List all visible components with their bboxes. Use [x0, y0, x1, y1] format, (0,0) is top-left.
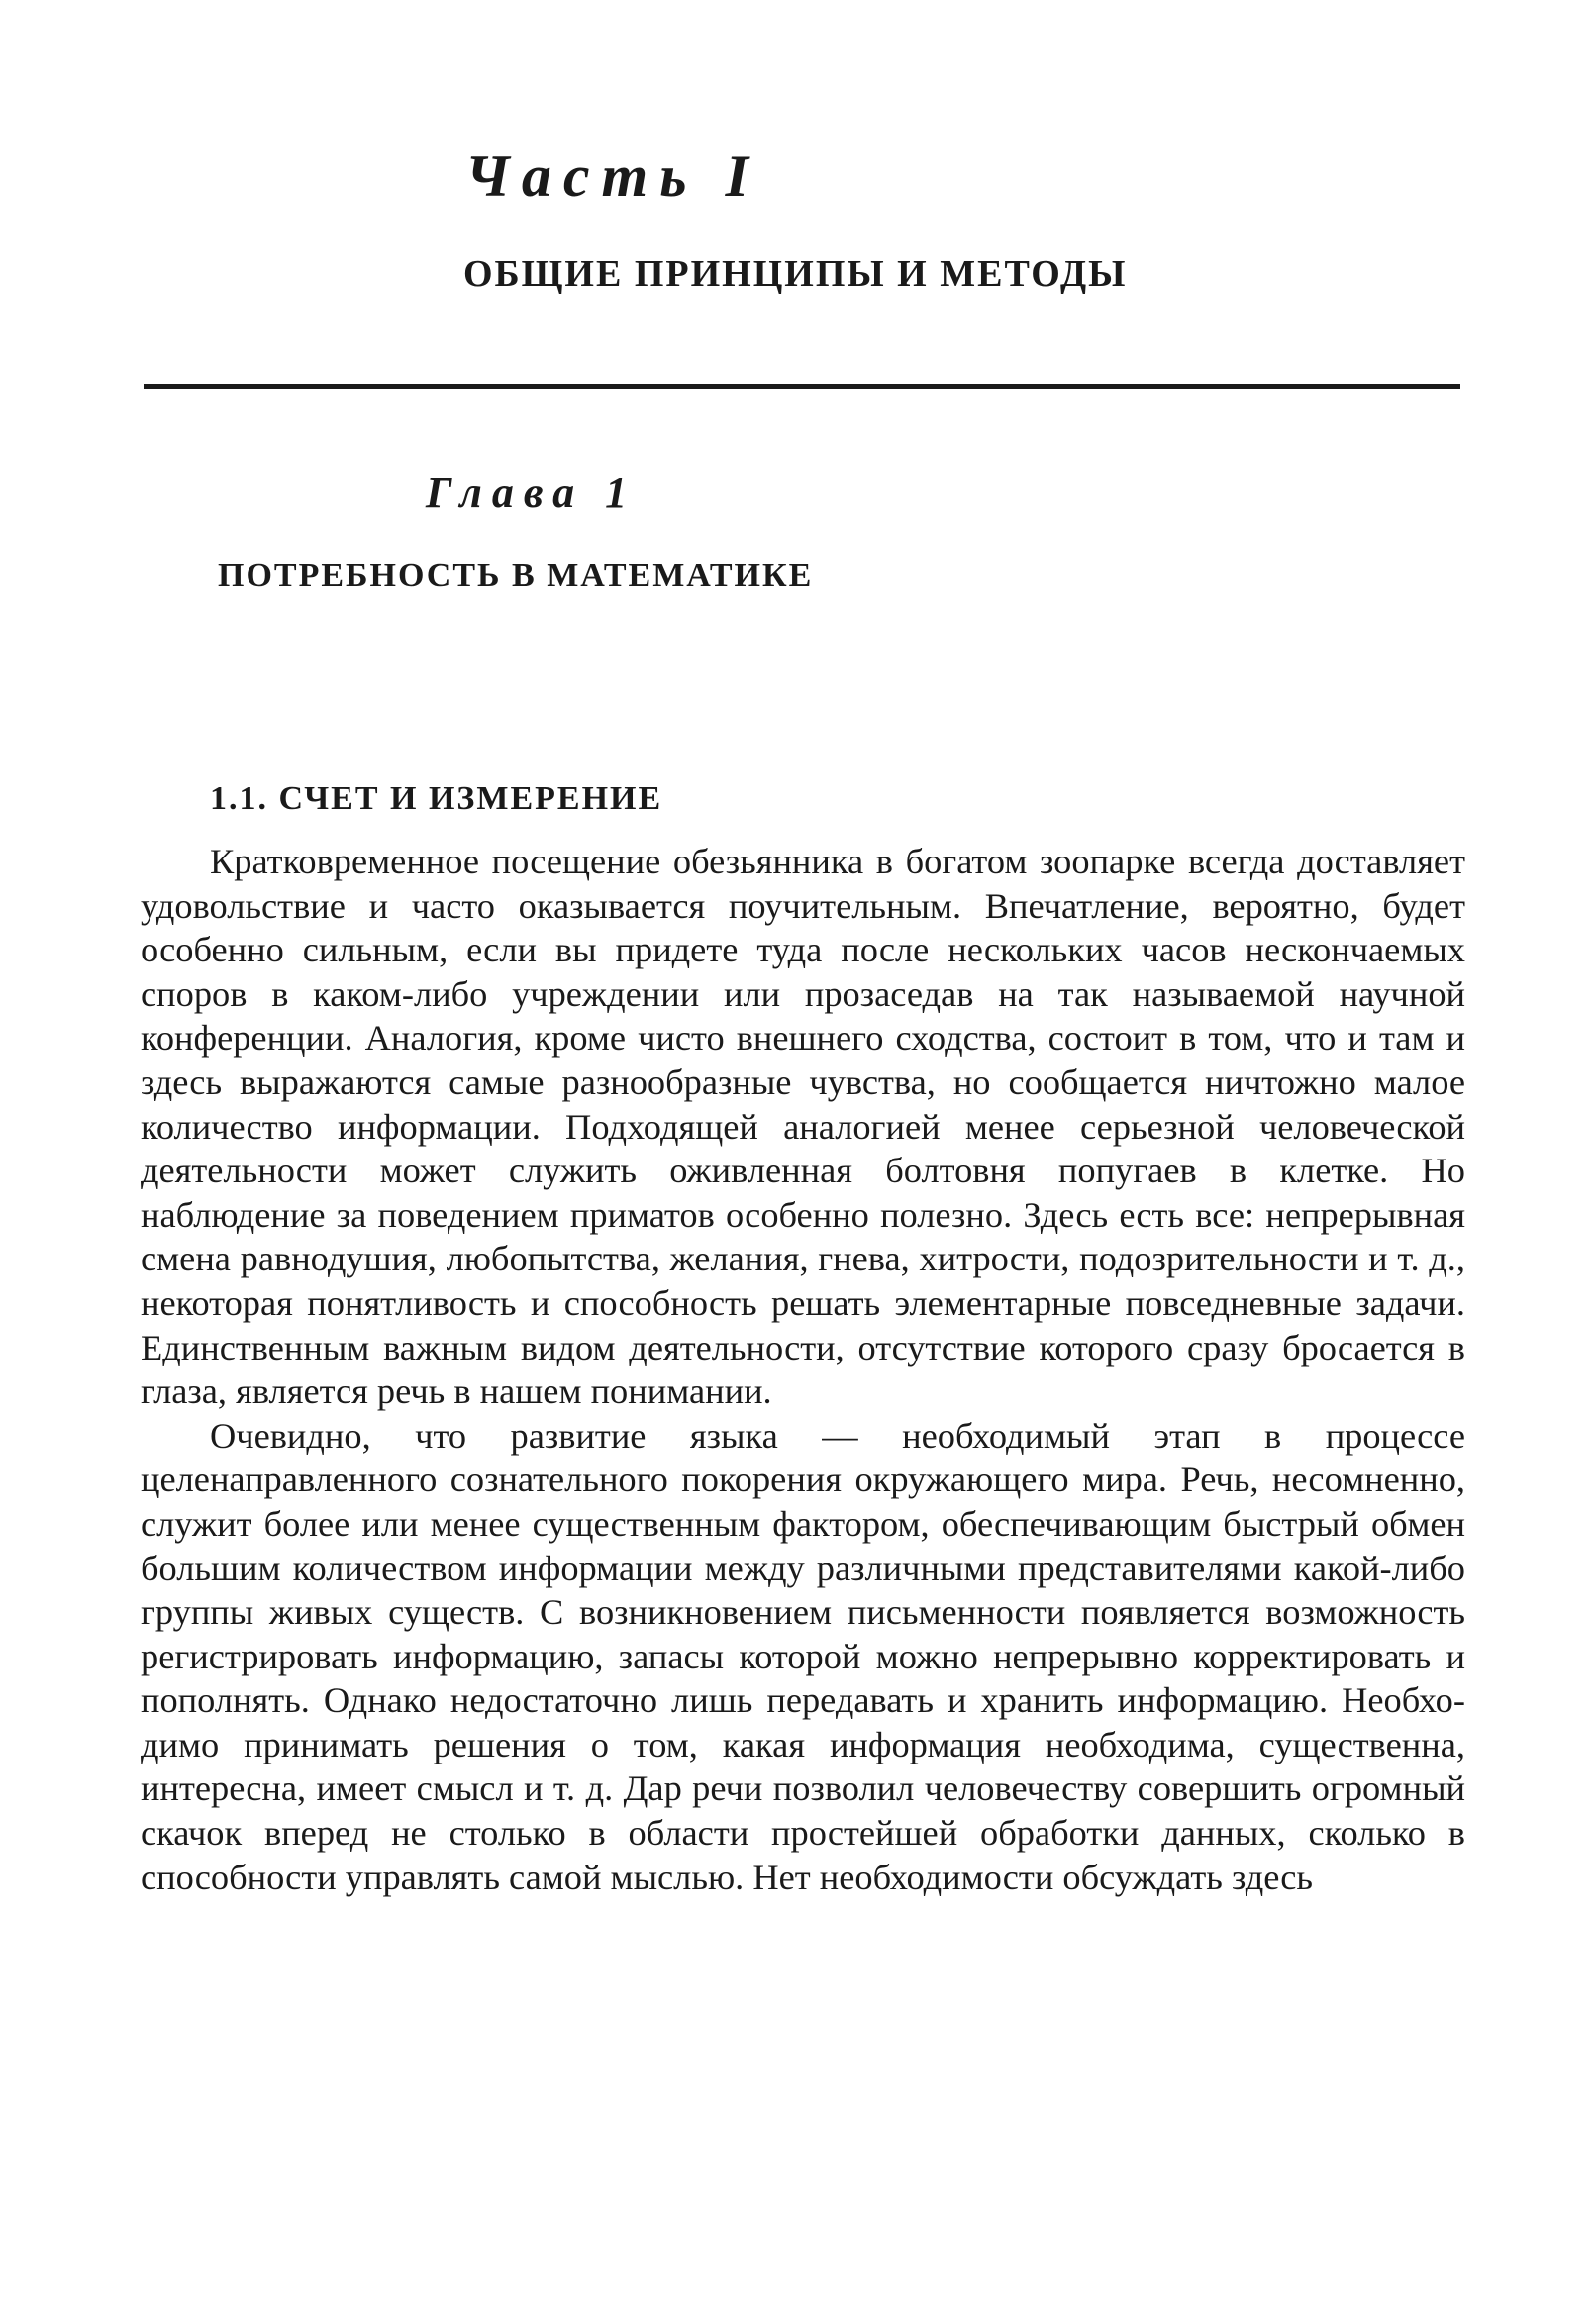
chapter-label: Глава 1: [426, 468, 638, 517]
paragraph: Очевидно, что развитие языка — необходимый этап в процессе целенаправленного сознательного покорения окружающего мира. Речь, несомненно, служит более или менее существенным фактором, обеспечивающим быстрый обмен большим количеством информации между различными представителями какой-либо группы живых существ. С возникновением письменности появляется возможность регистрировать информацию, запасы которой можно непрерывно корректировать и пополнять. Однако недостаточно лишь передавать и хранить информацию. Необходимо принимать решения о том, какая информация необходима, существенна, интересна, имеет смысл и т. д. Дар речи позволил человечеству совершить огромный скачок вперед не столько в области простейшей обработки данных, сколько в способности управлять самой мыслью. Нет необходимости обсуждать здесь: [141, 1415, 1465, 1897]
part-title: ОБЩИЕ ПРИНЦИПЫ И МЕТОДЫ: [463, 253, 1128, 295]
body-text: [141, 840, 1465, 1899]
part-label: Часть I: [465, 144, 760, 209]
paragraph: Кратковременное посещение обезьянника в богатом зоопарке всегда доставляет удовольствие и часто оказывается поучительным. Впечатление, вероятно, будет особенно сильным, если вы придете туда после нескольких часов нескончаемых споров в каком-либо учреждении или прозаседав на так называемой научной конференции. Аналогия, кроме чисто внешнего сходства, состоит в том, что и там и здесь выражаются самые разнообразные чувства, но сообщается ничтожно малое количество информации. Подходящей аналогией менее серьезной человеческой деятельности может служить оживленная болтовня попугаев в клетке. Но наблюдение за поведением приматов особенно полезно. Здесь есть все: непрерывная смена равнодушия, любопытства, желания, гнева, хитрости, подозрительности и т. д., некоторая понятливость и способность решать элементарные повседневные задачи. Единственным важным видом деятельности, отсутствие которого сразу бросается в глаза, является речь в нашем понимании.: [141, 842, 1465, 1412]
chapter-title: ПОТРЕБНОСТЬ В МАТЕМАТИКЕ: [218, 557, 814, 594]
section-divider: [144, 384, 1460, 389]
section-title: 1.1. СЧЕТ И ИЗМЕРЕНИЕ: [210, 780, 663, 817]
